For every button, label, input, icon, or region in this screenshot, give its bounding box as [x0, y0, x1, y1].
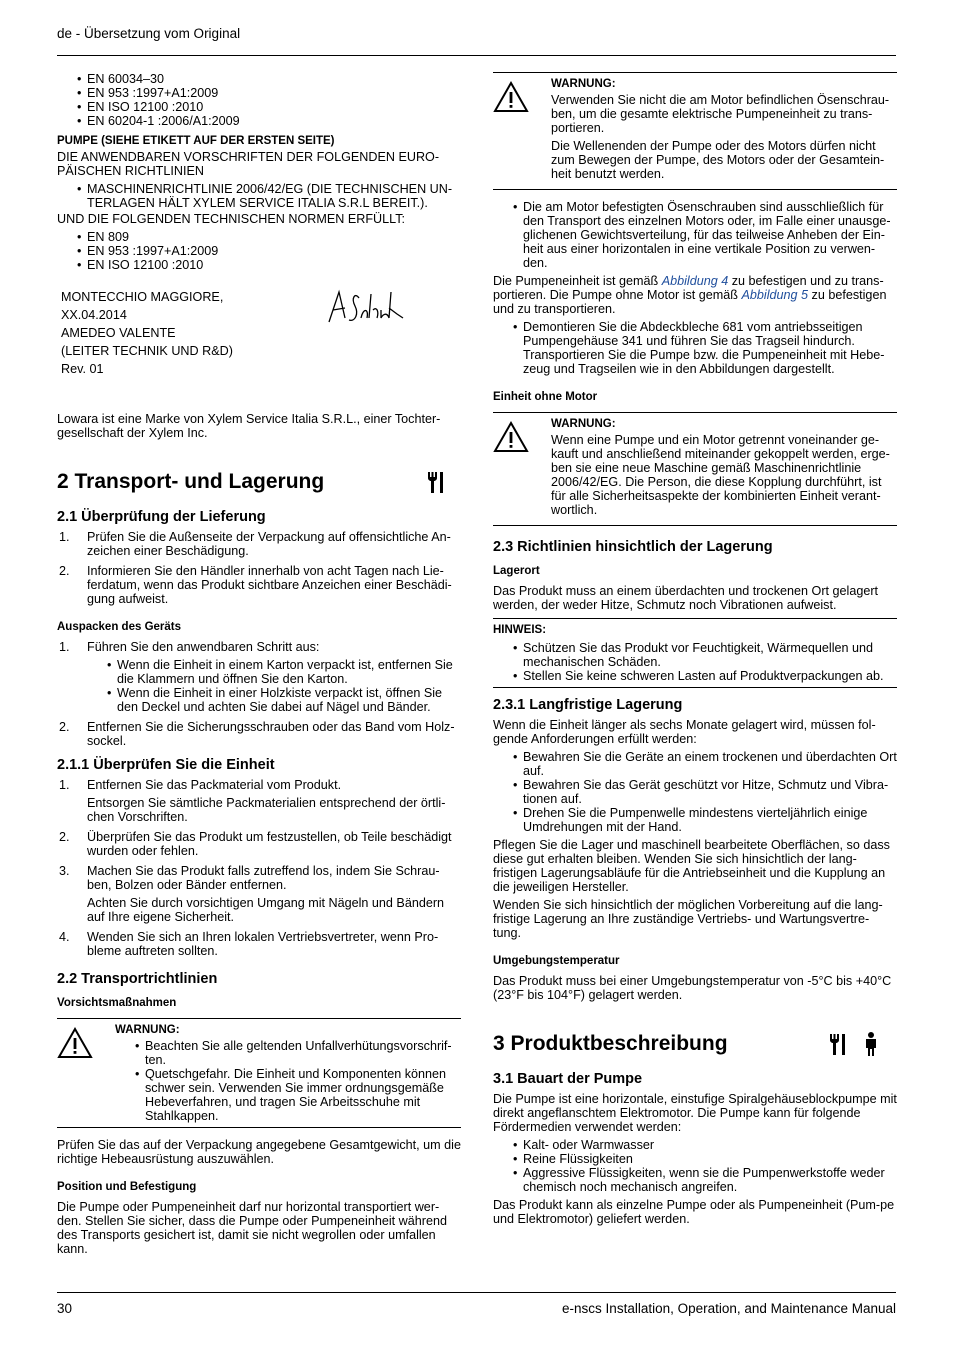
chapter-3-title	[493, 1030, 897, 1058]
footer-rule	[57, 1292, 896, 1293]
section-3-1: 3.1 Bauart der Pumpe	[493, 1071, 643, 1087]
warning-box	[493, 412, 897, 526]
chapter-2-title	[57, 468, 461, 496]
list-item: • EN 60034–30	[77, 72, 461, 86]
section-2-1-1: 2.1.1 Überprüfen Sie die Einheit	[57, 757, 275, 773]
warning-list	[115, 1039, 461, 1123]
notice-title: HINWEIS:	[493, 624, 547, 636]
directives-intro: DIE ANWENDBAREN VORSCHRIFTEN DER FOLGENDEN EURO-PÄISCHEN RICHTLINIEN	[57, 150, 440, 178]
warning-text: Verwenden Sie nicht die am Motor befindlichen Ösenschrau-ben, um die gesamte elektrische Pumpeneinheit zu trans-portieren.	[551, 93, 890, 135]
position-text: Die Pumpe oder Pumpeneinheit darf nur horizontal transportiert wer-den. Stellen Sie sicher, dass die Pumpe oder Pumpeneinheit während des Transports gesichert ist, damit sie nicht wegrollen oder umfallen kann.	[57, 1200, 447, 1256]
page-header: de - Übersetzung vom Original	[57, 26, 241, 41]
tools-icon	[827, 1030, 847, 1058]
long-term-intro: Wenn die Einheit länger als sechs Monate gelagert wird, müssen fol-gende Anforderungen erfüllt werden:	[493, 718, 876, 746]
warning-box	[493, 72, 897, 190]
list-item: • Aggressive Flüssigkeiten, wenn sie die Pumpenwerkstoffe weder chemisch noch mechanisch angreifen.	[513, 1166, 897, 1194]
fluid-list	[493, 1138, 897, 1194]
list-item: • Bewahren Sie das Gerät geschützt vor Hitze, Schmutz und Vibra-tionen auf.	[513, 778, 897, 806]
precautions-heading: Vorsichtsmaßnahmen	[57, 997, 177, 1009]
eyebolt-list	[493, 200, 897, 270]
chapter-title-text: 3 Produktbeschreibung	[493, 1032, 728, 1055]
list-item: • Wenn die Einheit in einem Karton verpackt ist, entfernen Sie die Klammern und öffnen Sie den Karton.	[107, 658, 461, 686]
dismount-list	[493, 320, 897, 376]
top-norms-list	[57, 72, 461, 128]
list-item: • MASCHINENRICHTLINIE 2006/42/EG (DIE TECHNISCHEN UN-TERLAGEN HÄLT XYLEM SERVICE ITALIA S.R.L BEREIT.).	[77, 182, 461, 210]
warning-text: Wenn eine Pumpe und ein Motor getrennt voneinander ge-kauft und anschließend miteinander gekoppelt werden, erge-ben sie eine neue Maschine gemäß Maschinenrichtlinie 2006/42/EG. Die Person, die diese Kopplung durchführt, ist für alle Sicherheitsaspekte der kombinierten Einheit verant-wortlich.	[551, 433, 890, 517]
tools-icon	[425, 468, 445, 496]
notice-box	[493, 618, 897, 688]
list-item: 1. Entfernen Sie das Packmaterial vom Produkt. Entsorgen Sie sämtliche Packmaterialien entsprechend der örtli-chen Vorschriften.	[59, 778, 446, 824]
inspect-unit-list	[57, 778, 461, 958]
list-item: • Drehen Sie die Pumpenwelle mindestens vierteljährlich einige Umdrehungen mit der Hand.	[513, 806, 897, 834]
delivery-check-list	[57, 530, 461, 606]
warning-triangle-icon	[493, 421, 529, 453]
list-item: • Stellen Sie keine schweren Lasten auf Produktverpackungen ab.	[513, 669, 897, 683]
list-item: 2. Informieren Sie den Händler innerhalb von acht Tagen nach Lie-ferdatum, wenn das Produkt sichtbare Anzeichen einer Beschädi-gung aufweist.	[59, 564, 452, 606]
warning-text: Die Wellenenden der Pumpe oder des Motors dürfen nicht zum Bewegen der Pumpe, des Motors oder der Gesamtein-heit benutzt werden.	[551, 139, 885, 181]
weight-note: Prüfen Sie das auf der Verpackung angegebene Gesamtgewicht, um die richtige Hebeausrüstung auszuwählen.	[57, 1138, 461, 1166]
person-icon	[863, 1030, 879, 1058]
list-item: • Wenn die Einheit in einer Holzkiste verpackt ist, öffnen Sie den Deckel und achten Sie dabei auf Nägel und Bänder.	[107, 686, 461, 714]
list-item: • Schützen Sie das Produkt vor Feuchtigkeit, Wärmequellen und mechanischen Schäden.	[513, 641, 897, 669]
sig-place: MONTECCHIO MAGGIORE,	[61, 290, 224, 304]
list-item: • Demontieren Sie die Abdeckbleche 681 vom antriebsseitigen Pumpengehäuse 341 und führen Sie das Tragseil hindurch. Transportieren Sie die Pumpe bzw. die Pumpeneinheit mit Hebe-zeug und Tragseilen wie in den Abbildungen dargestellt.	[513, 320, 897, 376]
ambient-temp-heading: Umgebungstemperatur	[493, 955, 620, 967]
list-item: • EN ISO 12100 :2010	[77, 258, 461, 272]
sig-name: AMEDEO VALENTE	[61, 326, 176, 340]
manual-title: e-nscs Installation, Operation, and Maintenance Manual	[562, 1301, 896, 1316]
right-column	[493, 72, 897, 1230]
list-item: • EN 953 :1997+A1:2009	[77, 244, 461, 258]
list-item: • EN 953 :1997+A1:2009	[77, 86, 461, 100]
list-item: • EN ISO 12100 :2010	[77, 100, 461, 114]
unpacking-list	[57, 640, 461, 748]
list-item: • Kalt- oder Warmwasser	[513, 1138, 897, 1152]
left-column	[57, 72, 461, 1260]
section-2-3: 2.3 Richtlinien hinsichtlich der Lagerung	[493, 539, 773, 555]
list-item: • EN 60204-1 :2006/A1:2009	[77, 114, 461, 128]
fastening-text: Die Pumpeneinheit ist gemäß Abbildung 4 zu befestigen und zu trans-portieren. Die Pumpe ohne Motor ist gemäß Abbildung 5 zu befestigen und zu transportieren.	[493, 274, 887, 316]
list-item: • Quetschgefahr. Die Einheit und Komponenten können schwer sein. Verwenden Sie immer ordnungsgemäße Hebeverfahren, und tragen Sie Arbeitsschuhe mit Stahlkappen.	[135, 1067, 461, 1123]
warning-title: WARNUNG:	[551, 78, 616, 90]
list-item: • Die am Motor befestigten Ösenschrauben sind ausschließlich für den Transport des einzelnen Motors oder, im Falle einer unausge-glichenen Gewichtsverteilung, für das teilweise Anheben der Ein-heit aus einer horizontalen in eine vertikale Position zu verwen-den.	[513, 200, 897, 270]
list-item: 3. Machen Sie das Produkt falls zutreffend los, indem Sie Schrau-ben, Bolzen oder Bänder entfernen. Achten Sie durch vorsichtigen Umgang mit Nägeln und Bändern auf Ihre eigene Sicherheit.	[59, 864, 445, 924]
ambient-temp-text: Das Produkt muss bei einer Umgebungstemperatur von -5°C bis +40°C (23°F bis 104°F) gelagert werden.	[493, 974, 892, 1002]
long-term-text: Wenden Sie sich hinsichtlich der möglichen Vorbereitung auf die lang-fristige Lagerung an Ihre zuständige Vertriebs- und Wartungsvertre-tung.	[493, 898, 883, 940]
storage-location-heading: Lagerort	[493, 565, 540, 577]
long-term-list	[493, 750, 897, 834]
chapter-title-text: 2 Transport- und Lagerung	[57, 470, 325, 493]
notice-list	[493, 641, 897, 683]
sig-rev: Rev. 01	[61, 362, 104, 376]
unit-without-motor-heading: Einheit ohne Motor	[493, 391, 598, 403]
norms-list	[57, 230, 461, 272]
handwritten-signature	[325, 288, 405, 328]
list-item: 2. Überprüfen Sie das Produkt um festzustellen, ob Teile beschädigt wurden oder fehlen.	[59, 830, 452, 858]
page-number: 30	[57, 1301, 73, 1316]
position-heading: Position und Befestigung	[57, 1181, 197, 1193]
pump-type-intro: Die Pumpe ist eine horizontale, einstufige Spiralgehäuseblockpumpe mit direkt angeflanschtem Elektromotor. Die Pumpe kann für folgende Fördermedien verwendet werden:	[493, 1092, 897, 1134]
warning-triangle-icon	[493, 81, 529, 113]
header-rule	[57, 55, 896, 56]
figure-4-link[interactable]: Abbildung 4	[661, 274, 729, 288]
lowara-note: Lowara ist eine Marke von Xylem Service Italia S.R.L., einer Tochter-gesellschaft der Xylem Inc.	[57, 412, 441, 440]
section-2-1: 2.1 Überprüfung der Lieferung	[57, 509, 266, 525]
figure-5-link[interactable]: Abbildung 5	[741, 288, 809, 302]
section-2-2: 2.2 Transportrichtlinien	[57, 971, 218, 987]
list-item: • Beachten Sie alle geltenden Unfallverhütungsvorschrif-ten.	[135, 1039, 461, 1067]
list-item: 1. Prüfen Sie die Außenseite der Verpackung auf offensichtliche An-zeichen einer Beschädigung.	[59, 530, 451, 558]
unpacking-sub-list	[87, 658, 461, 714]
directives-list	[57, 182, 461, 210]
list-item: 1. Führen Sie den anwendbaren Schritt aus: • Wenn die Einheit in einem Karton verpackt ist, entfernen Sie die Klammern und öffnen Sie den Karton. • Wenn die Einheit in einer Holzkiste verpackt ist, öffnen Sie den Deckel und achten Sie dabei auf Nägel und Bänder.	[57, 640, 461, 714]
warning-box	[57, 1018, 461, 1128]
unpacking-heading: Auspacken des Geräts	[57, 621, 182, 633]
sig-role: (LEITER TECHNIK UND R&D)	[61, 344, 233, 358]
delivery-form-text: Das Produkt kann als einzelne Pumpe oder als Pumpeneinheit (Pum-pe und Elektromotor) geliefert werden.	[493, 1198, 895, 1226]
list-item: • Reine Flüssigkeiten	[513, 1152, 897, 1166]
norms-intro: UND DIE FOLGENDEN TECHNISCHEN NORMEN ERFÜLLT:	[57, 212, 405, 226]
pump-caption: PUMPE (SIEHE ETIKETT AUF DER ERSTEN SEITE)	[57, 135, 335, 147]
warning-triangle-icon	[57, 1027, 93, 1059]
sig-date: XX.04.2014	[61, 308, 127, 322]
list-item: 2. Entfernen Sie die Sicherungsschrauben oder das Band vom Holz-sockel.	[59, 720, 455, 748]
list-item: 4. Wenden Sie sich an Ihren lokalen Vertriebsvertreter, wenn Pro-bleme auftreten sollten.	[59, 930, 439, 958]
section-2-3-1: 2.3.1 Langfristige Lagerung	[493, 697, 683, 713]
long-term-text: Pflegen Sie die Lager und maschinell bearbeitete Oberflächen, so dass diese gut erhalten bleiben. Wenden Sie sich hinsichtlich der lang-fristigen Lagerungsabläufe für die Antriebseinheit und die Kupplung an die jeweiligen Hersteller.	[493, 838, 890, 894]
signature-block	[57, 288, 461, 396]
warning-title: WARNUNG:	[115, 1024, 180, 1036]
list-item: • Bewahren Sie die Geräte an einem trockenen und überdachten Ort auf.	[513, 750, 897, 778]
storage-location-text: Das Produkt muss an einem überdachten und trockenen Ort gelagert werden, der weder Hitze, Schmutz noch Vibrationen aufweist.	[493, 584, 879, 612]
warning-title: WARNUNG:	[551, 418, 616, 430]
list-item: • EN 809	[77, 230, 461, 244]
